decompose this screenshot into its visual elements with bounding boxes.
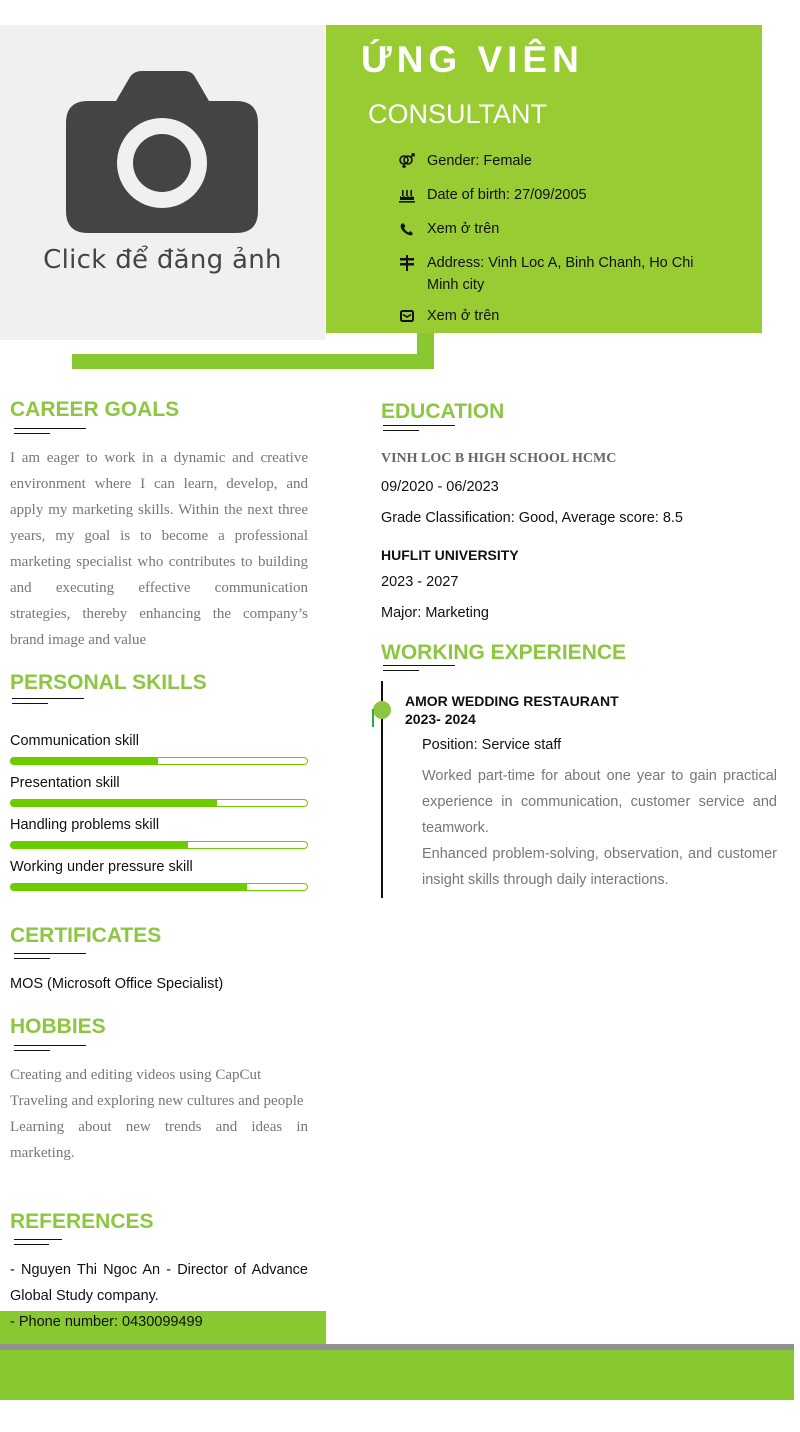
title-underline bbox=[383, 665, 455, 666]
experience-title: WORKING EXPERIENCE bbox=[381, 641, 627, 664]
candidate-name: ỨNG VIÊN bbox=[361, 39, 584, 80]
education-school: VINH LOC B HIGH SCHOOL HCMC bbox=[381, 451, 617, 466]
education-school: HUFLIT UNIVERSITY bbox=[381, 547, 519, 563]
certificate-item: MOS (Microsoft Office Specialist) bbox=[10, 976, 224, 992]
photo-upload[interactable] bbox=[0, 25, 325, 340]
skill-bar-communication bbox=[10, 757, 308, 765]
title-underline bbox=[14, 958, 50, 959]
camera-icon bbox=[64, 71, 260, 237]
hobbies-title: HOBBIES bbox=[10, 1015, 106, 1038]
skill-label: Communication skill bbox=[10, 733, 139, 749]
profile-header: ỨNG VIÊN CONSULTANT Gender: Female Date of birth: 27/09/2005 Xem ở trên Address: Vinh Loc A, Binh Chanh, Ho Chi Minh city Xem ở trên bbox=[326, 25, 762, 333]
decorative-connector-horizontal bbox=[72, 354, 434, 369]
timeline-marker bbox=[372, 709, 374, 727]
references-title: REFERENCES bbox=[10, 1210, 154, 1233]
candidate-role: CONSULTANT bbox=[368, 99, 548, 129]
education-detail: Major: Marketing bbox=[381, 605, 489, 621]
skill-bar-fill bbox=[10, 757, 158, 765]
title-underline bbox=[383, 425, 455, 426]
birthday-cake-icon bbox=[398, 187, 416, 203]
title-underline bbox=[14, 428, 86, 429]
reference-phone: - Phone number: 0430099499 bbox=[10, 1314, 203, 1330]
hobby-item: Creating and editing videos using CapCut bbox=[10, 1067, 262, 1083]
skill-bar-fill bbox=[10, 883, 247, 891]
experience-company: AMOR WEDDING RESTAURANT bbox=[405, 693, 619, 709]
skill-bar-presentation bbox=[10, 799, 308, 807]
title-underline bbox=[12, 703, 48, 704]
title-underline bbox=[14, 1050, 50, 1051]
skill-label: Working under pressure skill bbox=[10, 859, 193, 875]
reference-contact: - Nguyen Thi Ngoc An - Director of Advance Global Study company. bbox=[10, 1262, 308, 1304]
career-goals-text: I am eager to work in a dynamic and creative environment where I can learn, develop, and apply my marketing skills. Within the next three years, my goal is to become a professional marketing specialist who contributes to building and executing effective communication strategies, thereby enhancing the company’s brand image and value bbox=[10, 450, 308, 648]
timeline-dot bbox=[373, 701, 391, 719]
title-underline bbox=[383, 430, 419, 431]
footer-band bbox=[0, 1350, 794, 1400]
education-title: EDUCATION bbox=[381, 400, 505, 423]
title-underline bbox=[14, 1045, 86, 1046]
title-underline bbox=[14, 1244, 49, 1245]
title-underline bbox=[14, 433, 50, 434]
envelope-icon bbox=[398, 308, 416, 324]
education-period: 2023 - 2027 bbox=[381, 574, 459, 590]
phone-icon bbox=[398, 221, 416, 237]
career-goals-title: CAREER GOALS bbox=[10, 398, 180, 421]
experience-description: Worked part-time for about one year to gain practical experience in communication, customer service and teamwork. bbox=[422, 768, 777, 836]
skill-label: Handling problems skill bbox=[10, 817, 160, 833]
skill-bar-handling-problems bbox=[10, 841, 308, 849]
title-underline bbox=[12, 698, 84, 699]
title-underline bbox=[14, 953, 86, 954]
skill-bar-fill bbox=[10, 799, 217, 807]
signpost-icon bbox=[398, 255, 416, 271]
experience-position: Position: Service staff bbox=[422, 737, 562, 753]
education-detail: Grade Classification: Good, Average score: 8.5 bbox=[381, 510, 683, 526]
education-period: 09/2020 - 06/2023 bbox=[381, 479, 499, 495]
gender-icon bbox=[398, 153, 416, 169]
title-underline bbox=[383, 670, 419, 671]
skill-bar-fill bbox=[10, 841, 188, 849]
title-underline bbox=[14, 1239, 62, 1240]
hobbies-list bbox=[10, 1062, 308, 1166]
skill-label: Presentation skill bbox=[10, 775, 120, 791]
experience-period: 2023- 2024 bbox=[405, 711, 476, 727]
experience-description: Enhanced problem-solving, observation, and customer insight skills through daily interactions. bbox=[422, 846, 777, 888]
certificates-title: CERTIFICATES bbox=[10, 924, 162, 947]
hobby-item: Learning about new trends and ideas in marketing. bbox=[10, 1119, 308, 1161]
personal-skills-title: PERSONAL SKILLS bbox=[10, 671, 207, 694]
skill-bar-working-under-pressure bbox=[10, 883, 308, 891]
photo-caption: Click để đăng ảnh bbox=[43, 245, 282, 275]
hobby-item: Traveling and exploring new cultures and people bbox=[10, 1093, 304, 1109]
